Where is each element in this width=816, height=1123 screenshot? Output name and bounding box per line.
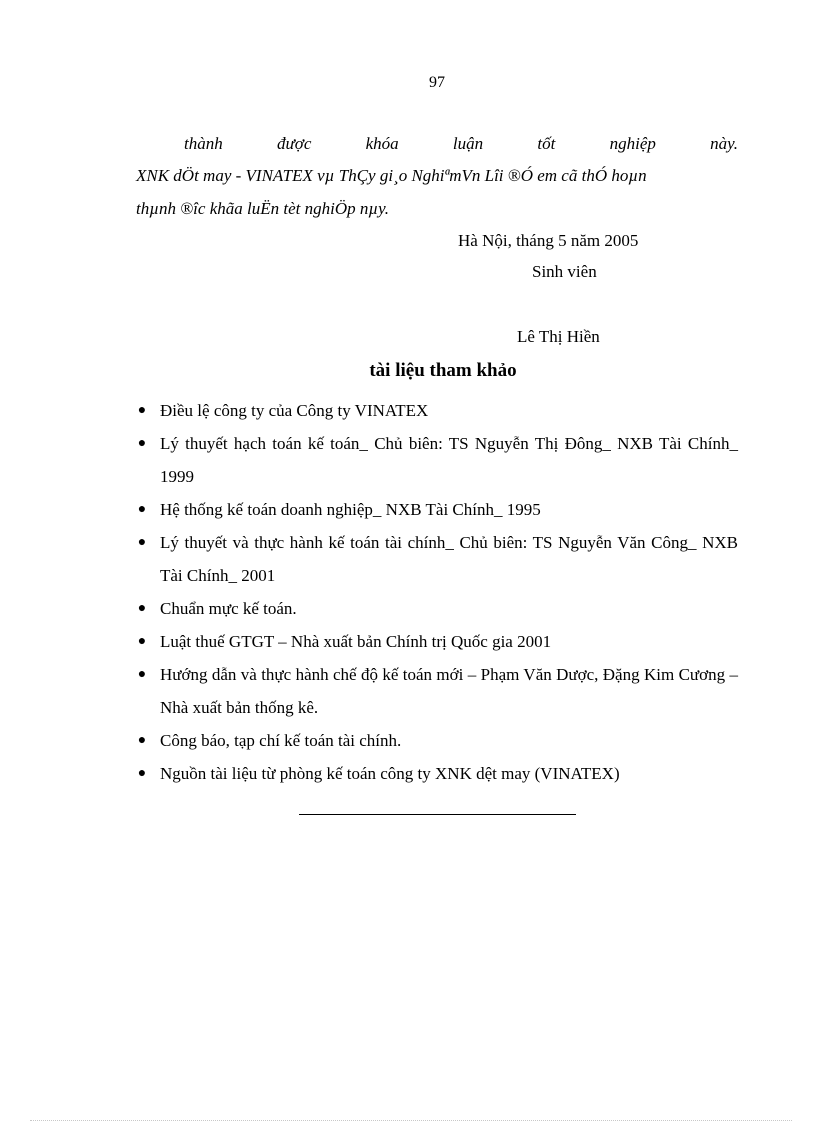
reference-item <box>136 427 738 493</box>
reference-text: Điều lệ công ty của Công ty VINATEX <box>160 401 429 420</box>
page-number: 97 <box>429 74 445 91</box>
reference-text: Chuẩn mực kế toán. <box>160 599 297 618</box>
bullet-icon: ● <box>137 403 147 418</box>
reference-text: Hệ thống kế toán doanh nghiệp_ NXB Tài Chính_ 1995 <box>160 500 541 519</box>
references-list <box>136 394 738 790</box>
reference-item <box>136 493 738 526</box>
reference-item <box>136 724 738 757</box>
reference-text: Lý thuyết hạch toán kế toán_ Chủ biên: TS Nguyễn Thị Đông_ NXB Tài Chính_ 1999 <box>160 434 738 486</box>
bullet-icon: ● <box>137 667 147 682</box>
signature-date: Hà Nội, tháng 5 năm 2005 <box>458 231 639 250</box>
page-bottom-border <box>30 1120 792 1121</box>
acknowledgement-line-3: thµnh ®îc khãa luËn tèt nghiÖp nµy. <box>136 199 389 218</box>
acknowledgement-line-2: XNK dÖt may - VINATEX vµ ThÇy gi¸o NghiªmVn Lîi ®Ó em cã thÓ hoµn <box>136 166 647 185</box>
reference-item <box>136 658 738 724</box>
reference-text: Nguồn tài liệu từ phòng kế toán công ty XNK dệt may (VINATEX) <box>160 764 620 783</box>
bullet-icon: ● <box>137 535 147 550</box>
references-title: tài liệu tham khảo <box>369 360 517 381</box>
bullet-icon: ● <box>137 634 147 649</box>
signature-role: Sinh viên <box>532 262 597 281</box>
reference-text: Hướng dẫn và thực hành chế độ kế toán mới – Phạm Văn Dược, Đặng Kim Cương – Nhà xuất bản thống kê. <box>160 665 738 717</box>
end-divider <box>299 814 576 815</box>
signature-name: Lê Thị Hiền <box>517 327 600 346</box>
reference-item <box>136 625 738 658</box>
reference-text: Luật thuế GTGT – Nhà xuất bản Chính trị Quốc gia 2001 <box>160 632 552 651</box>
bullet-icon: ● <box>137 733 147 748</box>
bullet-icon: ● <box>137 436 147 451</box>
acknowledgement-line-1: thành được khóa luận tốt nghiệp này. <box>184 134 738 153</box>
bullet-icon: ● <box>137 502 147 517</box>
reference-item <box>136 526 738 592</box>
bullet-icon: ● <box>137 601 147 616</box>
bullet-icon: ● <box>137 766 147 781</box>
reference-text: Lý thuyết và thực hành kế toán tài chính_ Chủ biên: TS Nguyễn Văn Công_ NXB Tài Chính_ 2001 <box>160 533 738 585</box>
reference-text: Công báo, tạp chí kế toán tài chính. <box>160 731 402 750</box>
reference-item <box>136 394 738 427</box>
reference-item <box>136 757 738 790</box>
reference-item <box>136 592 738 625</box>
